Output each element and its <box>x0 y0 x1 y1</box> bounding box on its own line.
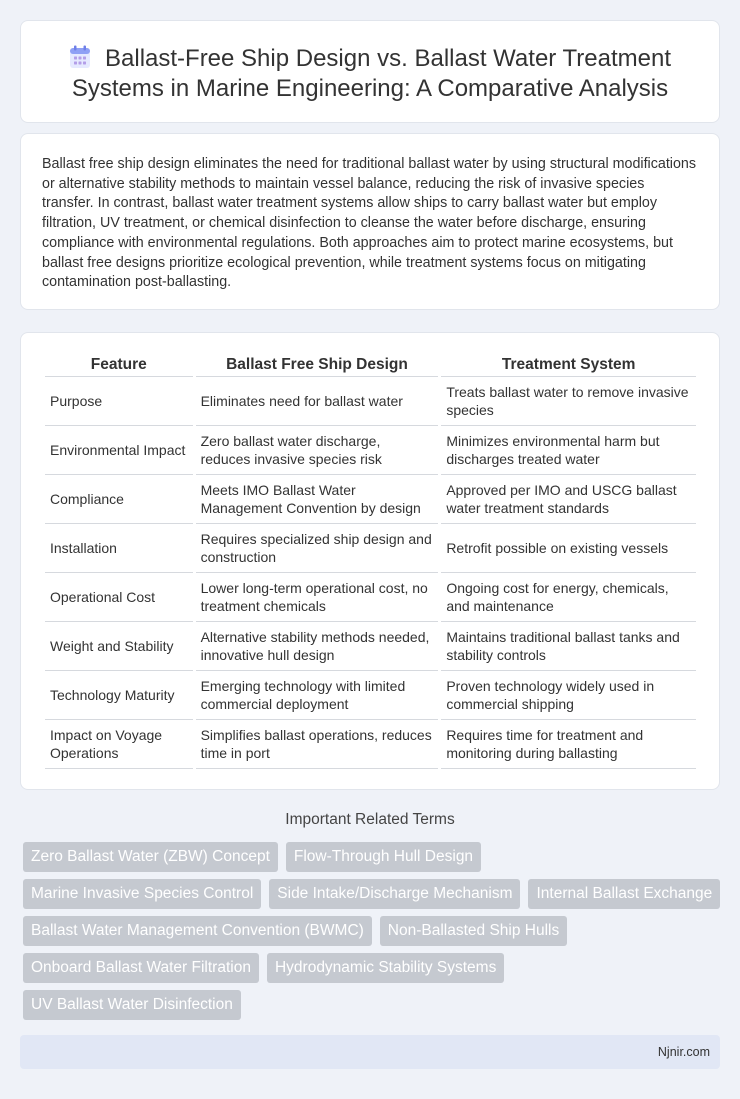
header-treatment-system: Treatment System <box>441 353 696 377</box>
table-row <box>45 377 696 426</box>
table-row <box>45 671 696 720</box>
related-term-tag[interactable]: Internal Ballast Exchange <box>528 879 720 909</box>
table-row <box>45 475 696 524</box>
cell-treatment: Ongoing cost for energy, chemicals, and maintenance <box>441 573 696 622</box>
intro-paragraph: Ballast free ship design eliminates the need for traditional ballast water by using structural modifications or alternative stability methods to maintain vessel balance, reducing the risk of invasive species transfer. In contrast, ballast water treatment systems allow ships to carry ballast water but employ filtration, UV treatment, or chemical disinfection to cleanse the water before discharge, ensuring compliance with environmental regulations. Both approaches aim to protect marine ecosystems, but ballast free designs prioritize ecological prevention, while treatment systems focus on mitigating contamination post-ballasting. <box>42 156 697 291</box>
cell-feature: Purpose <box>45 377 193 426</box>
table-row <box>45 426 696 475</box>
cell-feature: Weight and Stability <box>45 622 193 671</box>
cell-ballast-free: Zero ballast water discharge, reduces invasive species risk <box>196 426 439 475</box>
table-row <box>45 573 696 622</box>
page-title-text: Ballast-Free Ship Design vs. Ballast Water Treatment Systems in Marine Engineering: A Comparative Analysis <box>71 45 671 102</box>
cell-feature: Impact on Voyage Operations <box>45 720 193 769</box>
header-ballast-free: Ballast Free Ship Design <box>196 353 439 377</box>
cell-treatment: Proven technology widely used in commercial shipping <box>441 671 696 720</box>
cell-feature: Technology Maturity <box>45 671 193 720</box>
related-term-tag[interactable]: Flow-Through Hull Design <box>286 842 481 872</box>
page-title <box>41 44 699 104</box>
table-row <box>45 622 696 671</box>
cell-ballast-free: Lower long-term operational cost, no treatment chemicals <box>196 573 439 622</box>
cell-treatment: Maintains traditional ballast tanks and stability controls <box>441 622 696 671</box>
related-term-tag[interactable]: Marine Invasive Species Control <box>23 879 261 909</box>
related-term-tag[interactable]: UV Ballast Water Disinfection <box>23 990 241 1020</box>
table-row <box>45 524 696 573</box>
cell-feature: Compliance <box>45 475 193 524</box>
cell-treatment: Requires time for treatment and monitoring during ballasting <box>441 720 696 769</box>
related-term-tag[interactable]: Non-Ballasted Ship Hulls <box>380 916 567 946</box>
related-term-tag[interactable]: Hydrodynamic Stability Systems <box>267 953 504 983</box>
header-feature: Feature <box>45 353 193 377</box>
footer <box>20 1035 720 1069</box>
comparison-table <box>42 353 699 769</box>
cell-treatment: Minimizes environmental harm but discharges treated water <box>441 426 696 475</box>
cell-treatment: Retrofit possible on existing vessels <box>441 524 696 573</box>
cell-treatment: Approved per IMO and USCG ballast water treatment standards <box>441 475 696 524</box>
cell-feature: Installation <box>45 524 193 573</box>
intro-card <box>20 133 720 310</box>
cell-ballast-free: Alternative stability methods needed, innovative hull design <box>196 622 439 671</box>
related-term-tag[interactable]: Side Intake/Discharge Mechanism <box>269 879 520 909</box>
comparison-table-card <box>20 332 720 790</box>
cell-feature: Environmental Impact <box>45 426 193 475</box>
table-header-row <box>45 353 696 377</box>
footer-site-link[interactable]: Njnir.com <box>657 1045 710 1059</box>
related-terms-list <box>23 842 723 1020</box>
title-card <box>20 20 720 123</box>
related-term-tag[interactable]: Ballast Water Management Convention (BWMC) <box>23 916 372 946</box>
cell-ballast-free: Eliminates need for ballast water <box>196 377 439 426</box>
cell-feature: Operational Cost <box>45 573 193 622</box>
calendar-icon <box>69 45 91 69</box>
related-term-tag[interactable]: Onboard Ballast Water Filtration <box>23 953 259 983</box>
related-term-tag[interactable]: Zero Ballast Water (ZBW) Concept <box>23 842 278 872</box>
cell-ballast-free: Simplifies ballast operations, reduces time in port <box>196 720 439 769</box>
table-row <box>45 720 696 769</box>
related-terms-heading: Important Related Terms <box>285 811 455 828</box>
cell-ballast-free: Meets IMO Ballast Water Management Convention by design <box>196 475 439 524</box>
cell-treatment: Treats ballast water to remove invasive species <box>441 377 696 426</box>
cell-ballast-free: Requires specialized ship design and construction <box>196 524 439 573</box>
cell-ballast-free: Emerging technology with limited commercial deployment <box>196 671 439 720</box>
